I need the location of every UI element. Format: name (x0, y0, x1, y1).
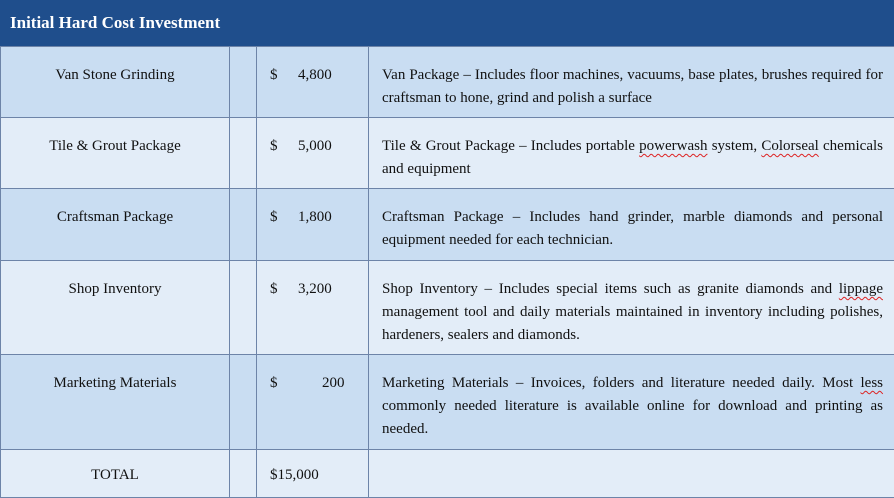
item-amount: $ 3,200 (257, 261, 369, 355)
table-row (1, 355, 894, 450)
item-description: Van Package – Includes floor machines, vacuums, base plates, brushes required for craftsman to hone, grind and polish a surface (369, 47, 894, 118)
item-name: Marketing Materials (1, 355, 230, 450)
cost-table (0, 46, 894, 498)
item-amount: $ 1,800 (257, 189, 369, 261)
table-title-bar (0, 0, 894, 46)
total-description (369, 450, 894, 498)
item-name: Craftsman Package (1, 189, 230, 261)
item-name: Tile & Grout Package (1, 118, 230, 189)
table-row (1, 261, 894, 355)
total-label: TOTAL (1, 450, 230, 498)
spellcheck-word[interactable]: lippage (839, 281, 883, 297)
spellcheck-word[interactable]: less (861, 375, 884, 391)
spacer-cell (230, 261, 257, 355)
spacer-cell (230, 189, 257, 261)
spellcheck-word[interactable]: Colorseal (761, 138, 819, 154)
item-description: Marketing Materials – Invoices, folders and literature needed daily. Most less commonly needed literature is available online for download and printing as needed. (369, 355, 894, 450)
total-row (1, 450, 894, 498)
item-amount: $ 200 (257, 355, 369, 450)
item-description: Craftsman Package – Includes hand grinder, marble diamonds and personal equipment needed for each technician. (369, 189, 894, 261)
table-row (1, 47, 894, 118)
spacer-cell (230, 450, 257, 498)
item-description: Shop Inventory – Includes special items such as granite diamonds and lippage management tool and daily materials maintained in inventory including polishes, hardeners, sealers and diamonds. (369, 261, 894, 355)
item-name: Van Stone Grinding (1, 47, 230, 118)
spacer-cell (230, 118, 257, 189)
item-amount: $ 4,800 (257, 47, 369, 118)
table-row (1, 118, 894, 189)
spacer-cell (230, 47, 257, 118)
spellcheck-word[interactable]: powerwash (639, 138, 707, 154)
item-description: Tile & Grout Package – Includes portable powerwash system, Colorseal chemicals and equipment (369, 118, 894, 189)
spacer-cell (230, 355, 257, 450)
item-amount: $ 5,000 (257, 118, 369, 189)
total-amount: $15,000 (257, 450, 369, 498)
table-row (1, 189, 894, 261)
item-name: Shop Inventory (1, 261, 230, 355)
table-title: Initial Hard Cost Investment (10, 13, 220, 33)
